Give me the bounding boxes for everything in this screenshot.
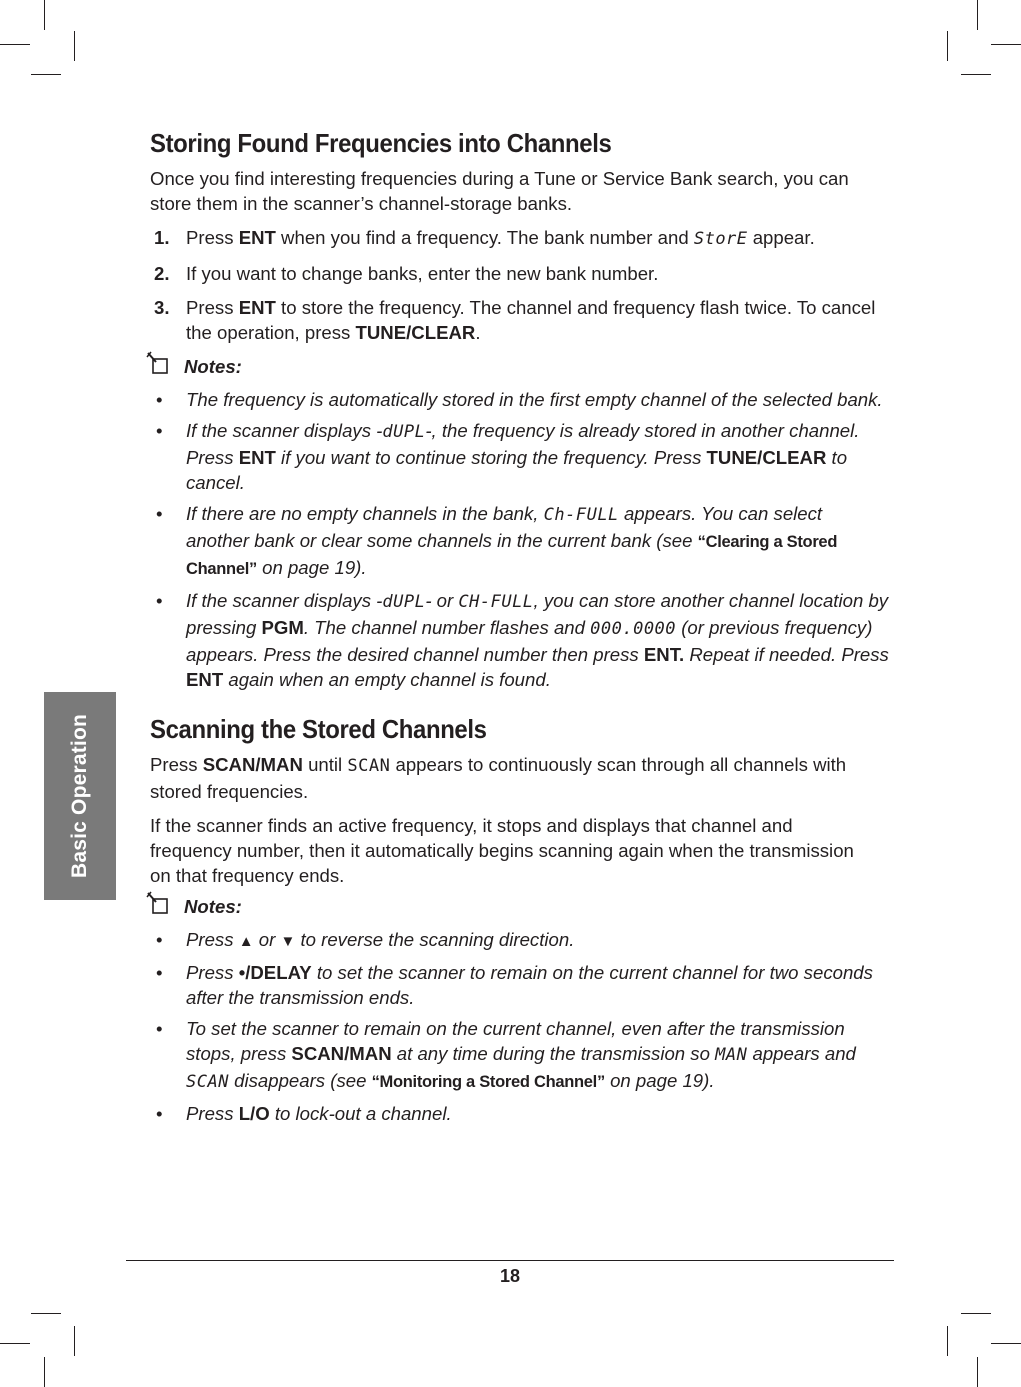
lcd-text: Ch-FULL xyxy=(543,505,619,525)
step-item: 1. Press ENT when you find a frequency. The bank number and StorE appear. xyxy=(154,227,815,249)
lcd-text: StorE xyxy=(693,229,748,249)
lcd-text: 000.0000 xyxy=(590,619,677,639)
lcd-text: MAN xyxy=(715,1045,748,1065)
notepad-pencil-icon xyxy=(145,350,173,378)
note-item: • Press ▲ or ▼ to reverse the scanning direction. xyxy=(156,929,575,950)
crop-mark xyxy=(31,1313,61,1314)
crop-mark xyxy=(0,44,30,45)
crop-mark xyxy=(947,1326,948,1356)
crop-mark xyxy=(31,74,61,75)
storing-notes-list xyxy=(150,387,890,692)
section-side-tab xyxy=(44,692,116,900)
note-item: • Press •/DELAY to set the scanner to remain on the current channel for two seconds after the transmission ends. xyxy=(156,962,873,1008)
crop-mark xyxy=(44,0,45,30)
up-arrow-icon: ▲ xyxy=(238,933,254,950)
note-item: • If the scanner displays -dUPL-, the frequency is already stored in another channel. Press ENT if you want to continue storing the frequency. Press TUNE/CLEAR to cancel. xyxy=(156,420,860,493)
note-item: • To set the scanner to remain on the current channel, even after the transmission stops, press SCAN/MAN at any time during the transmission so MAN appears and SCAN disappears (see “Monitoring a Stored Channel” on page 19). xyxy=(156,1018,856,1092)
scanning-para-2: If the scanner finds an active frequency, it stops and displays that channel and frequency number, then it automatically begins scanning again when the transmission on that frequency ends. xyxy=(150,815,854,886)
crop-mark xyxy=(947,31,948,61)
step-item: 2. If you want to change banks, enter the new bank number. xyxy=(154,263,659,284)
section-title-scanning: Scanning the Stored Channels xyxy=(150,714,487,744)
notes-heading: Notes: xyxy=(150,894,890,919)
step-item: 3. Press ENT to store the frequency. The channel and frequency flash twice. To cancel the operation, press TUNE/CLEAR. xyxy=(154,297,876,343)
scanning-para-1: Press SCAN/MAN until SCAN appears to continuously scan through all channels with stored frequencies. xyxy=(150,754,847,802)
note-item: • If the scanner displays -dUPL- or CH-FULL, you can store another channel location by pressing PGM. The channel number flashes and 000.0000 (or previous frequency) appears. Press the desired channel number then press ENT. Repeat if needed. Press ENT again when an empty channel is found. xyxy=(156,590,889,690)
section-title-storing: Storing Found Frequencies into Channels xyxy=(150,128,612,158)
side-tab-label: Basic Operation xyxy=(68,713,91,879)
crop-mark xyxy=(74,1326,75,1356)
note-item: • The frequency is automatically stored in the first empty channel of the selected bank. xyxy=(156,389,883,410)
crop-mark xyxy=(44,1357,45,1387)
notes-heading: Notes: xyxy=(150,354,890,379)
scanning-notes-list xyxy=(150,927,890,1126)
lcd-text: dUPL xyxy=(382,592,426,612)
crop-mark xyxy=(991,1343,1021,1344)
crop-mark xyxy=(961,74,991,75)
note-item: • Press L/O to lock-out a channel. xyxy=(156,1103,452,1124)
page-number: 18 xyxy=(499,1266,521,1286)
lcd-text: SCAN xyxy=(186,1072,229,1092)
lcd-text: CH-FULL xyxy=(458,592,534,612)
crop-mark xyxy=(0,1343,30,1344)
storing-steps xyxy=(150,225,890,345)
crop-mark xyxy=(961,1313,991,1314)
note-item: • If there are no empty channels in the bank, Ch-FULL appears. You can select another bank or clear some channels in the current bank (see “Clearing a Stored Channel” on page 19). xyxy=(156,503,838,578)
crop-mark xyxy=(977,1357,978,1387)
crop-mark xyxy=(991,44,1021,45)
crop-mark xyxy=(977,0,978,30)
crop-mark xyxy=(74,31,75,61)
footer-rule xyxy=(126,1260,894,1261)
page-content xyxy=(150,128,890,1132)
lcd-text: SCAN xyxy=(347,756,391,776)
down-arrow-icon: ▼ xyxy=(280,933,296,950)
cross-reference-link[interactable]: “Clearing a Stored Channel” xyxy=(186,533,838,578)
scanning-section xyxy=(150,714,890,1126)
notepad-pencil-icon xyxy=(145,890,173,918)
lcd-text: dUPL xyxy=(382,422,426,442)
storing-intro: Once you find interesting frequencies during a Tune or Service Bank search, you can store them in the scanner’s channel-storage banks. xyxy=(150,168,849,214)
cross-reference-link[interactable]: “Monitoring a Stored Channel” xyxy=(371,1073,605,1091)
